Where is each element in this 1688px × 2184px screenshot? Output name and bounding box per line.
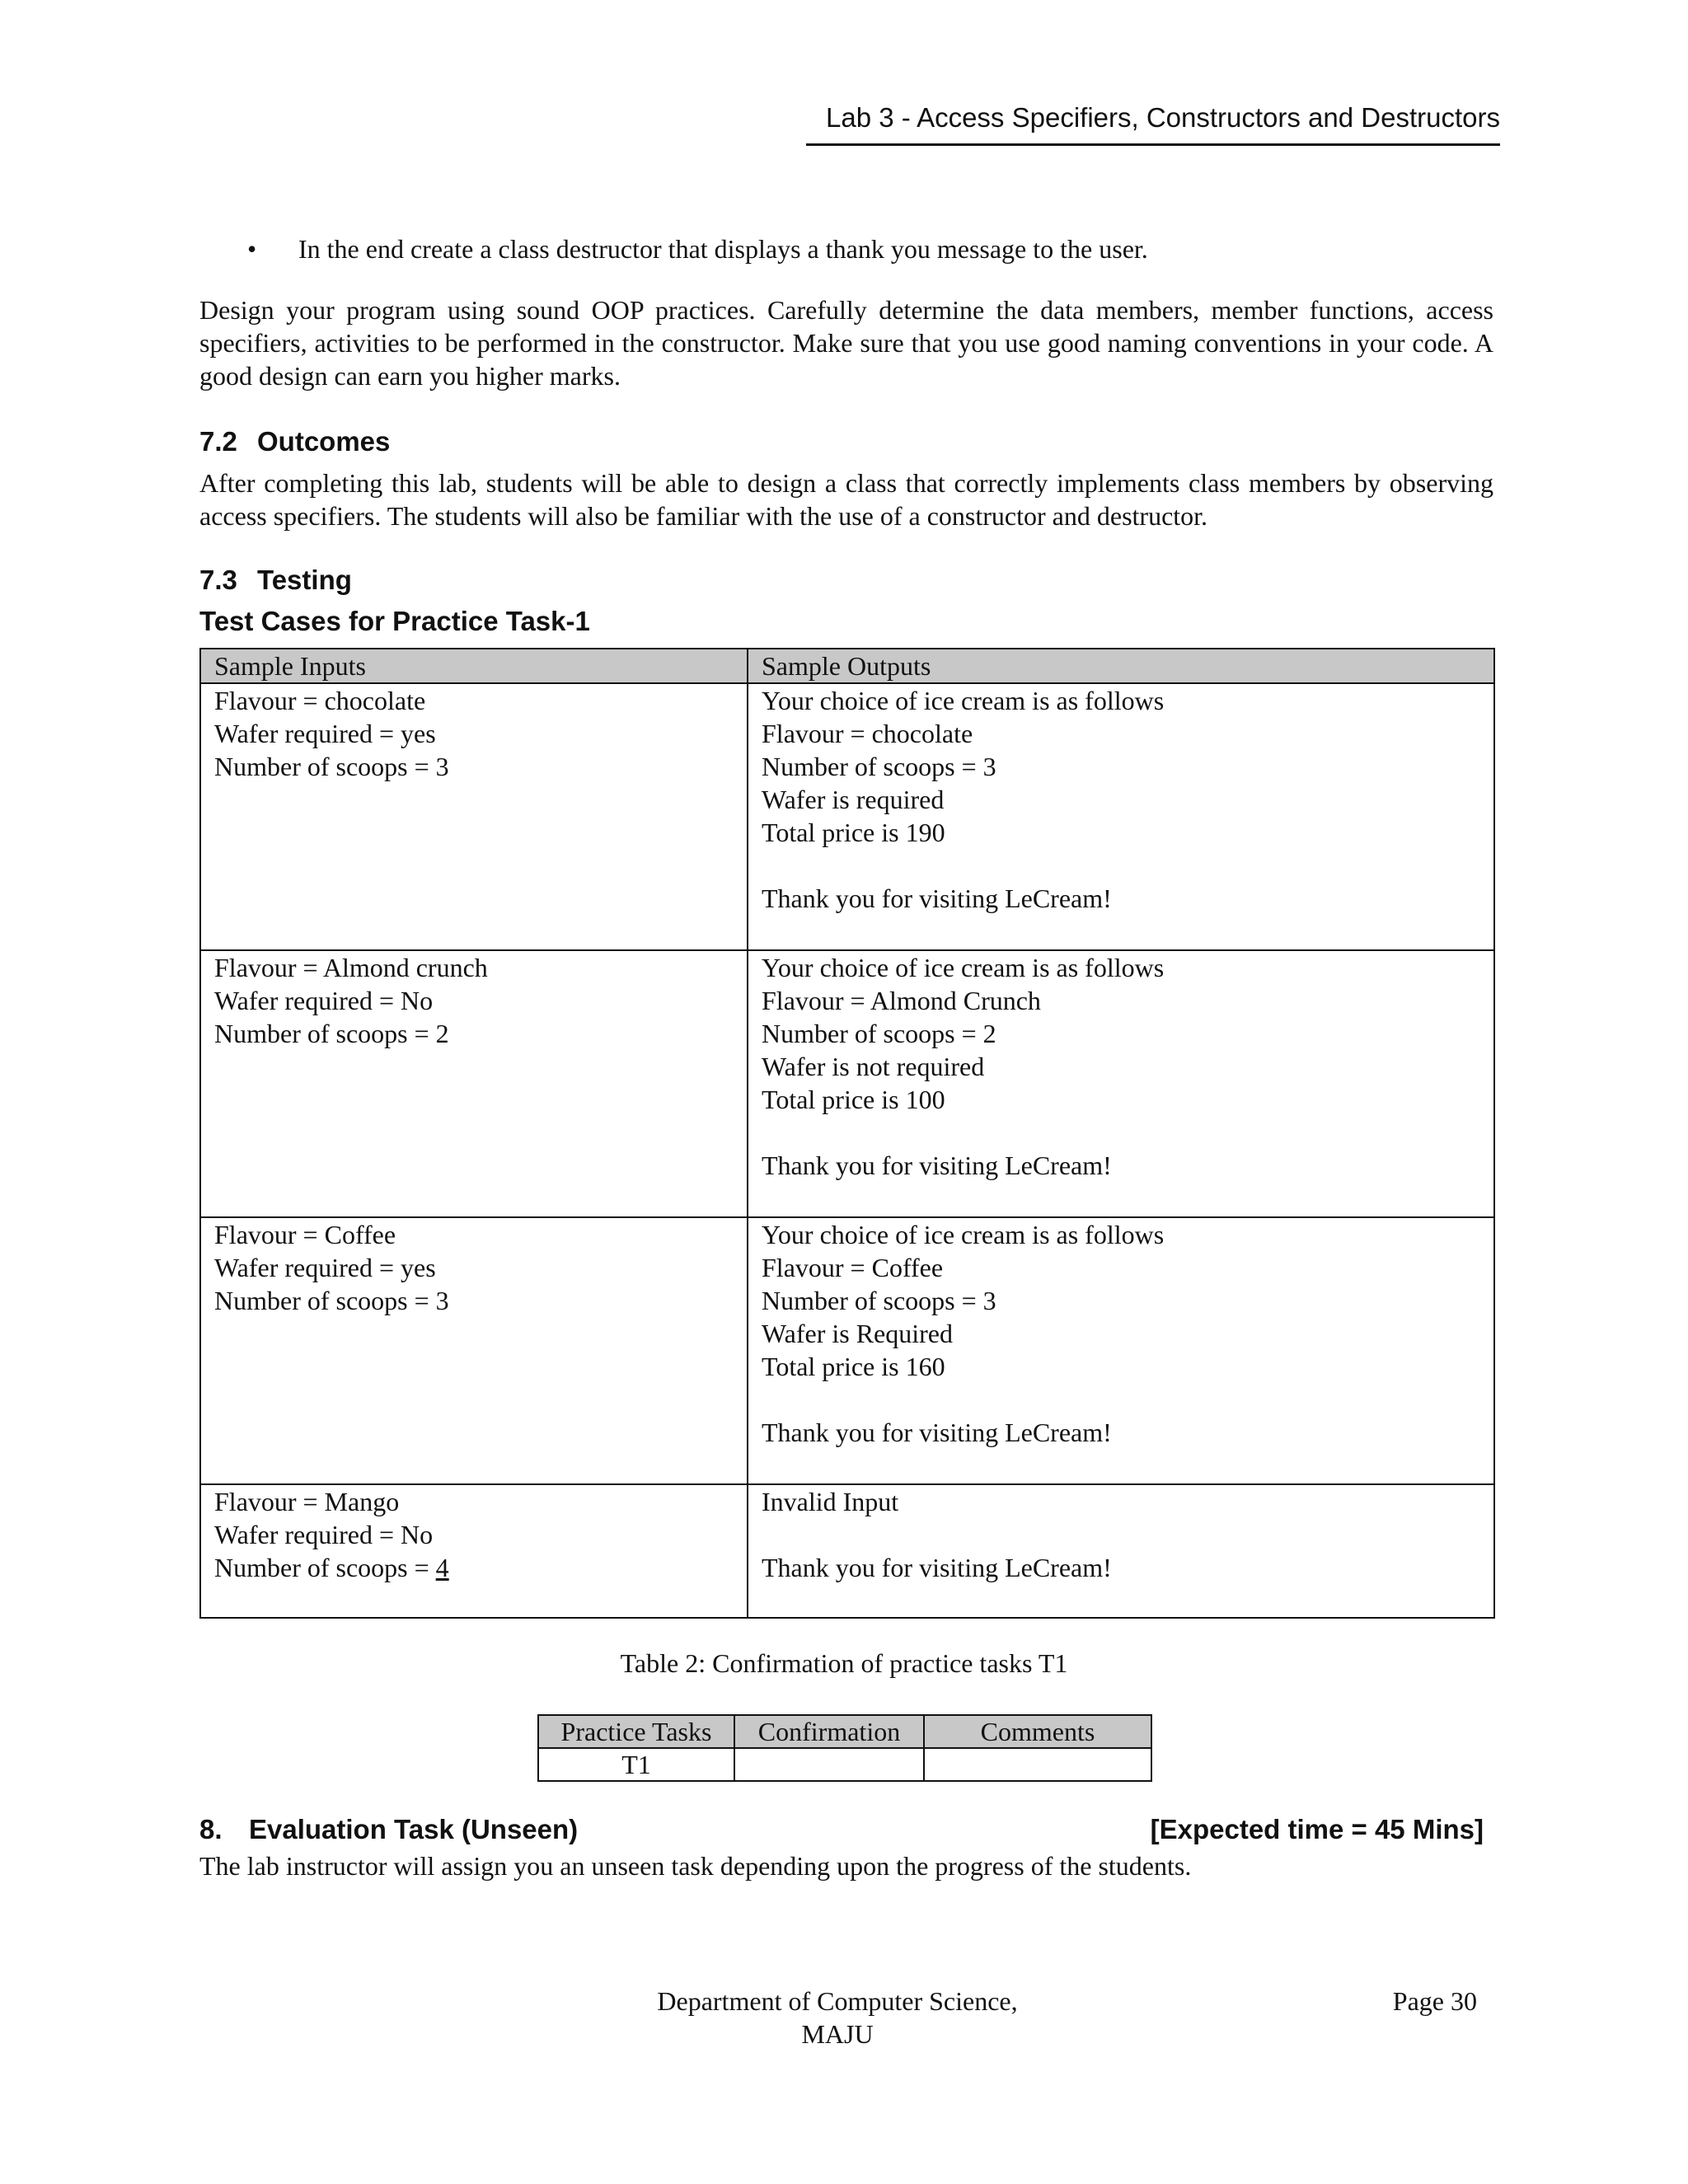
output-line: Flavour = chocolate <box>762 719 973 748</box>
task-cell: T1 <box>538 1748 734 1781</box>
testing-title: Testing <box>257 565 352 595</box>
input-line: Flavour = Almond crunch <box>214 953 488 982</box>
input-line: Wafer required = No <box>214 986 434 1015</box>
output-line: Your choice of ice cream is as follows <box>762 953 1165 982</box>
outcomes-heading <box>199 424 390 460</box>
header-confirmation: Confirmation <box>734 1715 924 1748</box>
testing-number: 7.3 <box>199 565 237 595</box>
closing-line: Thank you for visiting LeCream! <box>762 1418 1112 1447</box>
output-line: Wafer is Required <box>762 1319 953 1348</box>
closing-line: Thank you for visiting LeCream! <box>762 1151 1112 1180</box>
page-number: Page 30 <box>1392 1986 1477 2016</box>
input-line: Flavour = chocolate <box>214 686 426 715</box>
output-line: Number of scoops = 3 <box>762 752 996 781</box>
closing-line: Thank you for visiting LeCream! <box>762 1553 1112 1582</box>
output-line: Total price is 190 <box>762 818 945 847</box>
outputs-cell <box>748 683 1494 950</box>
header-sample-inputs: Sample Inputs <box>200 649 748 683</box>
inputs-cell <box>200 950 748 1217</box>
output-line: Number of scoops = 2 <box>762 1019 996 1048</box>
evaluation-number: 8. <box>199 1814 223 1844</box>
bullet-text: In the end create a class destructor that displays a thank you message to the user. <box>298 234 1148 264</box>
outputs-cell <box>748 1484 1494 1618</box>
testing-heading <box>199 562 352 598</box>
output-line: Number of scoops = 3 <box>762 1286 996 1315</box>
design-paragraph: Design your program using sound OOP practices. Carefully determine the data members, member functions, access specifiers, activities to be performed in the constructor. Make sure that you use good naming conventions in your code. A good design can earn you higher marks. <box>199 295 1493 391</box>
inputs-cell <box>200 1217 748 1484</box>
evaluation-heading <box>199 1811 578 1848</box>
output-line: Invalid Input <box>762 1487 899 1516</box>
footer-department-line1: Department of Computer Science, <box>657 1986 1018 2016</box>
input-line: Number of scoops = 2 <box>214 1019 449 1048</box>
table-row <box>200 1484 1494 1618</box>
header-sample-outputs: Sample Outputs <box>748 649 1494 683</box>
header-practice-tasks: Practice Tasks <box>538 1715 734 1748</box>
bullet-dot-icon: • <box>247 234 257 264</box>
test-cases-table <box>199 648 1495 1619</box>
output-line: Total price is 100 <box>762 1085 945 1114</box>
inputs-cell <box>200 683 748 950</box>
input-line: Number of scoops = 3 <box>214 1286 449 1315</box>
output-line: Total price is 160 <box>762 1352 945 1381</box>
table-row <box>200 1217 1494 1484</box>
evaluation-title: Evaluation Task (Unseen) <box>249 1814 579 1844</box>
input-line: Wafer required = yes <box>214 1253 436 1282</box>
outcomes-paragraph: After completing this lab, students will be able to design a class that correctly implements class members by observing access specifiers. The students will also be familiar with the use of a constructor and destructor. <box>199 468 1493 531</box>
output-line: Flavour = Coffee <box>762 1253 944 1282</box>
table-row <box>200 683 1494 950</box>
output-line: Wafer is not required <box>762 1052 985 1081</box>
input-line: Wafer required = No <box>214 1520 434 1549</box>
footer-department-line2: MAJU <box>801 2019 874 2049</box>
outcomes-number: 7.2 <box>199 426 237 457</box>
confirmation-cell <box>734 1748 924 1781</box>
outputs-cell <box>748 950 1494 1217</box>
table-row <box>200 950 1494 1217</box>
outcomes-title: Outcomes <box>257 426 391 457</box>
output-line: Your choice of ice cream is as follows <box>762 686 1165 715</box>
output-line: Flavour = Almond Crunch <box>762 986 1041 1015</box>
expected-time: [Expected time = 45 Mins] <box>1150 1814 1484 1844</box>
underlined-value: 4 <box>435 1553 449 1582</box>
inputs-cell <box>200 1484 748 1618</box>
input-line-text: Number of scoops = <box>214 1553 436 1582</box>
table-header-row <box>538 1715 1151 1748</box>
outputs-cell <box>748 1217 1494 1484</box>
header-comments: Comments <box>924 1715 1151 1748</box>
test-cases-subtitle: Test Cases for Practice Task-1 <box>199 606 590 636</box>
input-line: Number of scoops = 3 <box>214 752 449 781</box>
confirmation-table <box>537 1714 1152 1782</box>
output-line: Your choice of ice cream is as follows <box>762 1220 1165 1249</box>
input-line: Flavour = Coffee <box>214 1220 396 1249</box>
evaluation-paragraph: The lab instructor will assign you an unseen task depending upon the progress of the students. <box>199 1851 1192 1881</box>
output-line: Wafer is required <box>762 785 945 814</box>
closing-line: Thank you for visiting LeCream! <box>762 883 1112 913</box>
table-caption: Table 2: Confirmation of practice tasks T1 <box>620 1648 1068 1678</box>
input-line: Wafer required = yes <box>214 719 436 748</box>
table-header-row <box>200 649 1494 683</box>
input-line: Flavour = Mango <box>214 1487 400 1516</box>
comments-cell <box>924 1748 1151 1781</box>
input-line <box>214 1551 747 1584</box>
table-row <box>538 1748 1151 1781</box>
running-header: Lab 3 - Access Specifiers, Constructors and Destructors <box>806 97 1500 146</box>
